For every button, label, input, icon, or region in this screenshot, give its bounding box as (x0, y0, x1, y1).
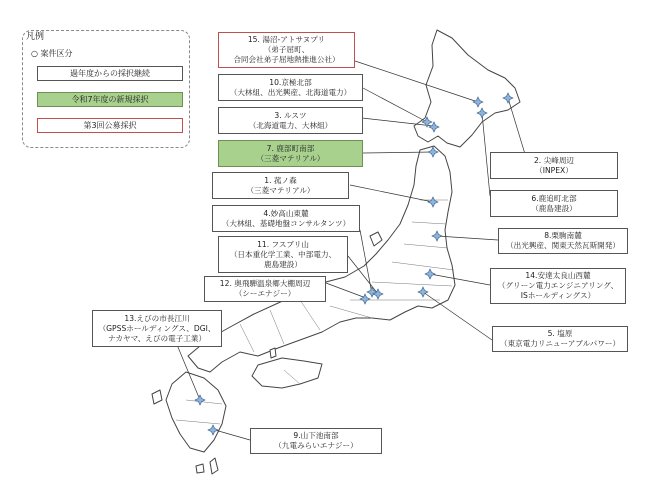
legend-item-continuing: 過年度からの採択継続 (37, 66, 183, 81)
site-label-1-line-1: 1. 菰ノ森 (264, 175, 297, 185)
site-label-15-line-3: 合同会社弟子屈地熱推進公社） (233, 55, 340, 64)
hokkaido-shape (414, 30, 520, 147)
site-label-11-line-2: （日本重化学工業、中部電力、 (229, 249, 337, 259)
tanegashima-shape (210, 458, 218, 474)
site-label-14-line-2: （グリーン電力エンジニアリング、 (497, 281, 619, 290)
leader-6 (482, 113, 490, 196)
site-label-5-line-2: （東京電力リニューアブルパワー） (499, 339, 621, 348)
kyushu-shape (166, 372, 226, 452)
legend-title: 凡例 (26, 32, 45, 42)
site-label-13 (92, 310, 222, 347)
site-label-10-line-1: 10.京極北部 (269, 77, 312, 87)
site-label-15 (218, 32, 355, 68)
site-label-11-line-3: 鹿島建設） (264, 259, 302, 269)
site-label-14-line-3: ISホールディングス） (520, 291, 596, 300)
legend-item-new: 令和7年度の新規採択 (37, 92, 183, 107)
site-label-9-line-1: 9.山下池南部 (293, 431, 339, 440)
shikoku-shape (252, 358, 322, 388)
sado-island-shape (370, 232, 382, 246)
site-label-12-line-1: 12. 奥飛騨温泉郷大棚周辺 (219, 279, 311, 288)
site-label-13-line-2: （GPSSホールディングス、DGI、 (98, 323, 216, 333)
site-label-3-line-1: 3. ルスツ (274, 110, 307, 120)
site-label-1 (212, 172, 349, 199)
site-label-7-line-1: 7. 鹿部町南部 (266, 143, 315, 153)
legend-category-label: ○ 案件区分 (31, 49, 73, 58)
site-label-5-line-1: 5. 塩原 (547, 329, 573, 338)
site-label-10-line-2: （大林組、出光興産、北海道電力） (229, 87, 352, 97)
site-label-13-line-1: 13.えびの市長江川 (124, 313, 190, 323)
site-label-14 (490, 268, 626, 304)
site-label-14-line-1: 14.安達太良山西麓 (525, 271, 591, 280)
site-label-12-line-2: （シーエナジー） (234, 289, 296, 298)
site-label-3 (218, 107, 363, 134)
site-label-12 (204, 276, 326, 302)
site-label-2-line-1: 2. 尖峰周辺 (533, 155, 575, 165)
site-label-5 (492, 326, 628, 352)
legend-item-third: 第3回公募採択 (37, 118, 183, 133)
site-label-9-line-2: （九電みらいエナジー） (274, 441, 358, 450)
leader-9 (215, 430, 250, 440)
site-label-4-line-1: 4.妙高山東麓 (263, 208, 309, 218)
site-label-8-line-1: 8.栗駒南麓 (544, 231, 582, 240)
site-label-8-line-2: （出光興産、関東天然瓦斯開発） (506, 241, 620, 250)
site-label-1-line-2: （三菱マテリアル） (246, 185, 315, 195)
site-label-15-line-2: （弟子屈町、 (263, 45, 310, 54)
site-label-6-line-1: 6.鹿追町北部 (531, 193, 577, 203)
site-label-6-line-2: （鹿島建設） (531, 203, 577, 213)
site-label-11-line-1: 11. フスブリ山 (257, 239, 309, 249)
site-label-13-line-3: ナカヤマ、えびの電子工業） (107, 333, 207, 343)
site-label-4-line-2: （大林組、基礎地盤コンサルタンツ） (221, 218, 351, 228)
site-label-2 (490, 152, 618, 179)
awaji-island-shape (270, 348, 276, 358)
site-label-8 (498, 228, 628, 254)
yakushima-shape (196, 464, 204, 473)
leader-10 (363, 88, 427, 122)
site-label-2-line-2: （INPEX） (535, 165, 573, 175)
site-label-11 (218, 236, 348, 273)
site-label-6 (490, 190, 618, 217)
site-label-9 (250, 428, 382, 454)
goto-islands-shape (152, 390, 162, 404)
site-label-3-line-2: （北海道電力、大林組） (248, 120, 333, 130)
site-label-4 (212, 205, 360, 232)
site-label-15-line-1: 15. 湯沼-アトサヌプリ (247, 35, 326, 44)
site-label-7 (218, 140, 363, 167)
site-label-7-line-2: （三菱マテリアル） (256, 153, 325, 163)
leader-5 (423, 292, 492, 340)
site-label-10 (218, 74, 363, 101)
